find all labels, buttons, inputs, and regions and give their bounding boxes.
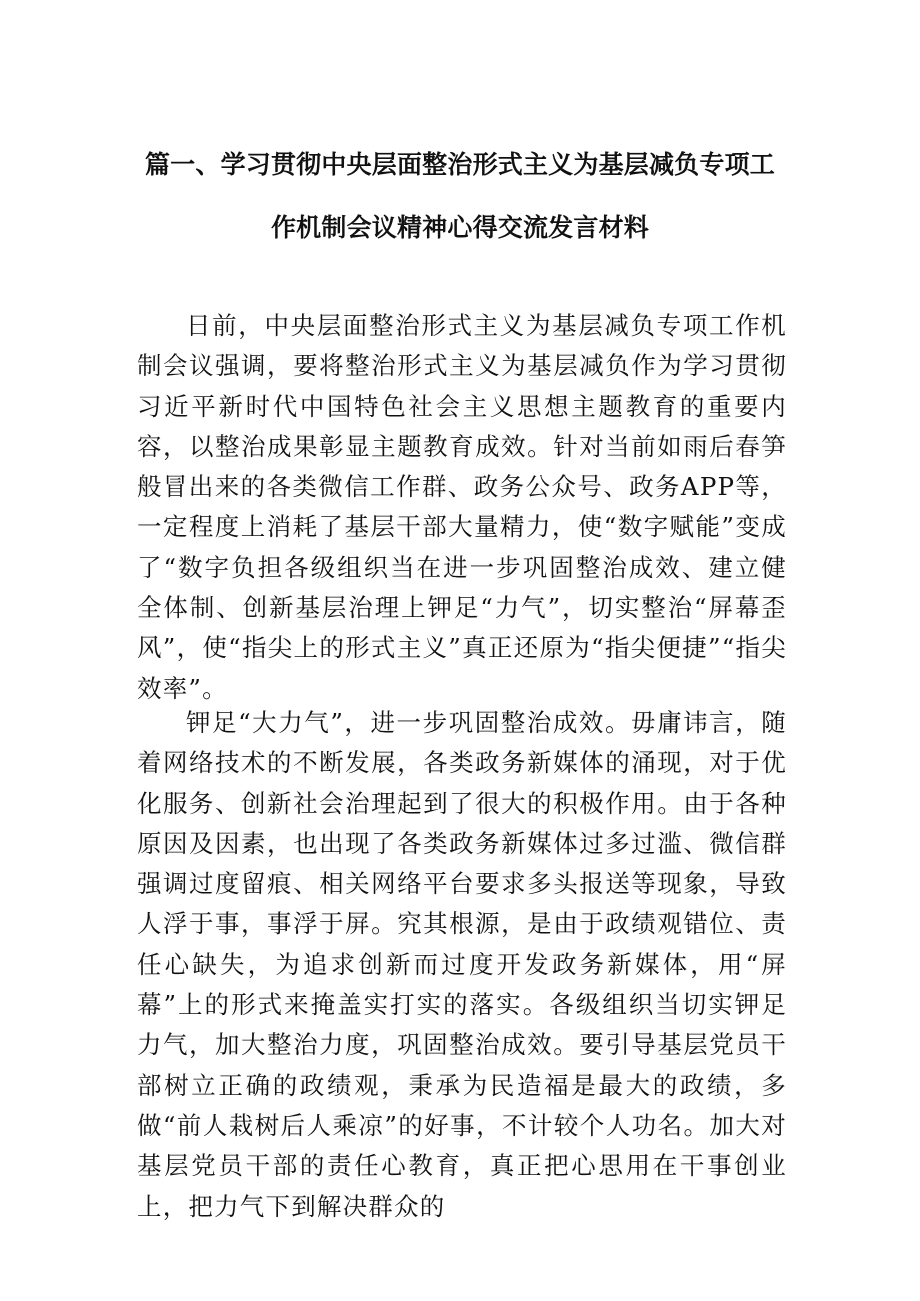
document-title-line-2: 作机制会议精神心得交流发言材料: [270, 213, 649, 242]
body-paragraph-2: 钾足“大力气”，进一步巩固整治成效。毋庸讳言，随着网络技术的不断发展，各类政务新媒体的涌现，对于优化服务、创新社会治理起到了很大的积极作用。由于各种原因及因素，也出现了各类政务新媒体过多过滥、微信群强调过度留痕、相关网络平台要求多头报送等现象，导致人浮于事，事浮于屏。究其根源，是由于政绩观错位、责任心缺失，为追求创新而过度开发政务新媒体，用“屏幕”上的形式来掩盖实打实的落实。各级组织当切实钾足力气，加大整治力度，巩固整治成效。要引导基层党员干部树立正确的政绩观，秉承为民造福是最大的政绩，多做“前人栽树后人乘凉”的好事，不计较个人功名。加大对基层党员干部的责任心教育，真正把心思用在干事创业上，把力气下到解决群众的: [137, 708, 787, 1221]
body-paragraph-1: 日前，中央层面整治形式主义为基层减负专项工作机制会议强调，要将整治形式主义为基层减负作为学习贯彻习近平新时代中国特色社会主义思想主题教育的重要内容，以整治成果彰显主题教育成效。针对当前如雨后春笋般冒出来的各类微信工作群、政务公众号、政务APP等，一定程度上消耗了基层干部大量精力，使“数字赋能”变成了“数字负担各级组织当在进一步巩固整治成效、建立健全体制、创新基层治理上钾足“力气”，切实整治“屏幕歪风”，使“指尖上的形式主义”真正还原为“指尖便捷”“指尖效率”。: [137, 311, 787, 703]
document-title-line-1: 篇一、学习贯彻中央层面整治形式主义为基层减负专项工: [144, 150, 775, 179]
